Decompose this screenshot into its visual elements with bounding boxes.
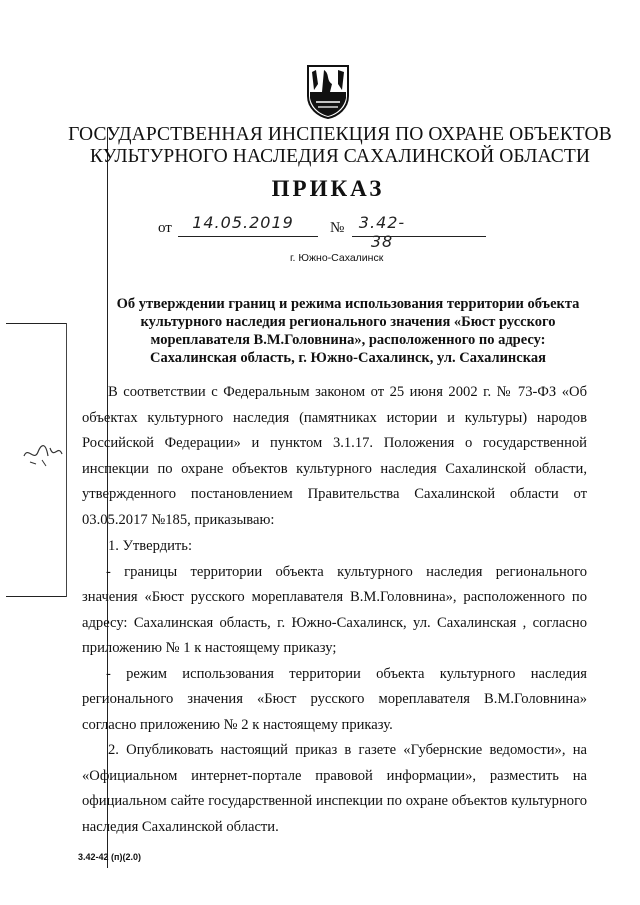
subject-line: Об утверждении границ и режима использования территории объекта	[116, 296, 580, 312]
sakhalin-coat-of-arms-icon	[304, 62, 352, 120]
number-label: №	[330, 220, 345, 236]
scan-crop-line-left	[66, 323, 67, 597]
handwritten-number: 3.42-38	[358, 213, 406, 251]
item-1-boundaries: - границы территории объекта культурного наследия регионального значения «Бюст русского мореплавателя В.М.Головнина», расположенного по адресу: Сахалинская область, г. Южно-Сахалинск, ул. Сахалинская , согласно приложению № 1 к настоящему приказу;	[82, 563, 587, 656]
item-1-regime: - режим использования территории объекта культурного наследия регионального значения «Бюст русского мореплавателя В.М.Головнина» согласно приложению № 2 к настоящему приказу.	[82, 665, 587, 733]
agency-name-line1: ГОСУДАРСТВЕННАЯ ИНСПЕКЦИЯ ПО ОХРАНЕ ОБЪЕКТОВ	[68, 124, 612, 145]
order-subject	[88, 295, 608, 367]
order-title: ПРИКАЗ	[271, 176, 385, 201]
subject-line: мореплавателя В.М.Головнина», расположенного по адресу:	[150, 332, 546, 348]
order-body	[82, 380, 587, 840]
document-code: 3.42-42 (п)(2.0)	[78, 852, 141, 862]
handwritten-mark-icon	[20, 438, 66, 468]
item-2-publish: 2. Опубликовать настоящий приказ в газете «Губернские ведомости», на «Официальном интернет-портале правовой информации», разместить на официальном сайте государственной инспекции по охране объектов культурного наследия Сахалинской области.	[82, 742, 587, 835]
agency-name-line2: КУЛЬТУРНОГО НАСЛЕДИЯ САХАЛИНСКОЙ ОБЛАСТИ	[89, 146, 591, 167]
scan-crop-line-top	[6, 323, 66, 324]
item-1-heading: 1. Утвердить:	[108, 538, 193, 554]
city: г. Южно-Сахалинск	[290, 252, 384, 264]
scan-crop-line-bottom	[6, 596, 66, 597]
preamble-paragraph: В соответствии с Федеральным законом от 25 июня 2002 г. № 73-ФЗ «Об объектах культурного наследия (памятниках истории и культуры) народов Российской Федерации» и пунктом 3.1.17. Положения о государственной инспекции по охране объектов культурного наследия Сахалинской области, утвержденного постановлением Правительства Сахалинской области от 03.05.2017 №185, приказываю:	[82, 384, 587, 528]
handwritten-date: 14.05.2019	[192, 213, 294, 232]
subject-line: Сахалинская область, г. Южно-Сахалинск, ул. Сахалинская	[150, 350, 546, 366]
date-label: от	[158, 220, 172, 236]
subject-line: культурного наследия регионального значения «Бюст русского	[140, 314, 556, 330]
date-underline	[178, 236, 318, 237]
